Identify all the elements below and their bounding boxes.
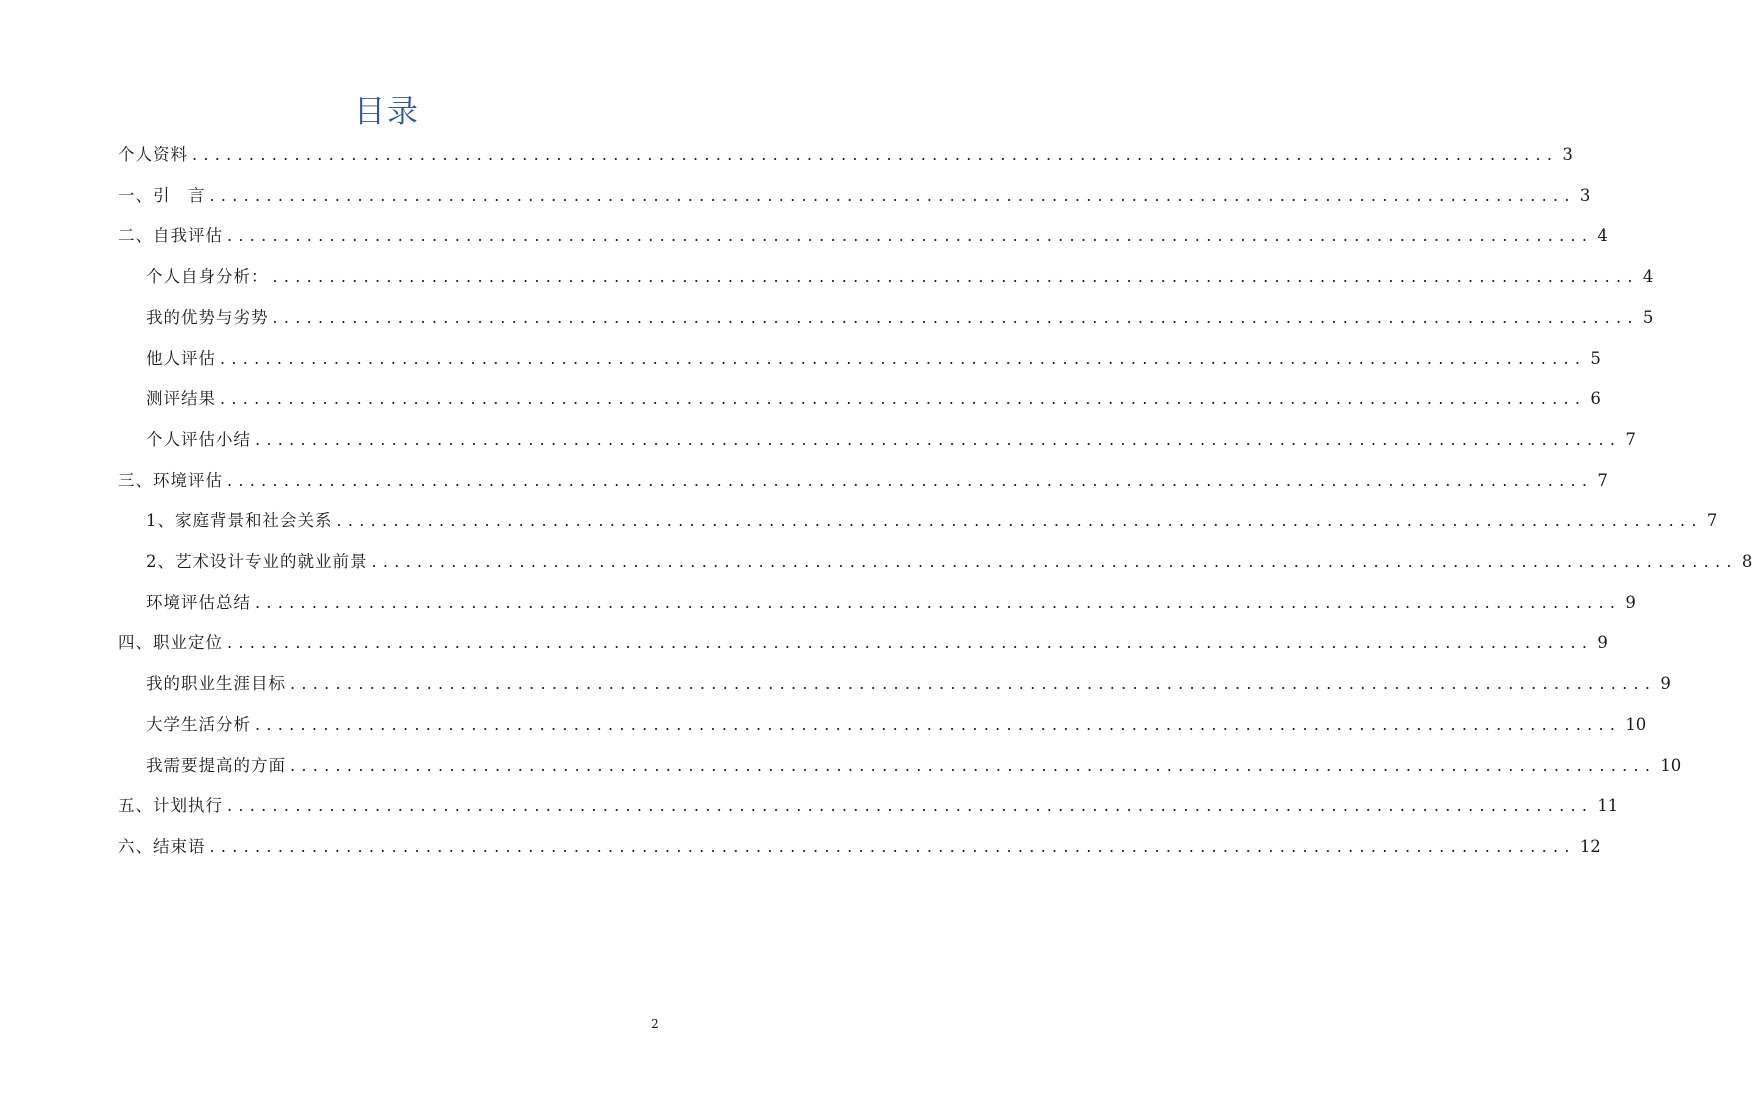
toc-entry-section[interactable]	[146, 425, 1636, 455]
toc-entry-label: 我的职业生涯目标	[146, 674, 286, 694]
toc-dot-leader: ........................................................................................................................	[227, 633, 1594, 653]
toc-dot-leader: ........................................................................................................................	[371, 552, 1738, 571]
toc-entry-page: 12	[1579, 836, 1601, 856]
toc-entry-page: 6	[1590, 389, 1601, 409]
toc-entry-page: 9	[1597, 633, 1608, 653]
toc-entry-page: 11	[1597, 796, 1619, 816]
toc-title: 目录	[354, 94, 420, 130]
toc-dot-leader: ........................................................................................................................	[272, 267, 1639, 287]
toc-dot-leader: ........................................................................................................................	[227, 470, 1594, 490]
toc-dot-leader: ........................................................................................................................	[220, 389, 1587, 409]
toc-entry-section[interactable]	[146, 669, 1671, 699]
toc-entry-page: 9	[1625, 592, 1636, 612]
toc-entry-page: 9	[1660, 674, 1671, 694]
toc-dot-leader: ........................................................................................................................	[290, 755, 1657, 775]
toc-entry-page: 7	[1706, 511, 1718, 531]
toc-dot-leader: ........................................................................................................................	[255, 429, 1622, 449]
toc-entry-label: 环境评估总结	[146, 592, 251, 612]
toc-entry-section[interactable]	[146, 384, 1601, 414]
toc-dot-leader: ........................................................................................................................	[227, 226, 1594, 246]
toc-entry-label: 个人资料	[118, 145, 188, 164]
toc-dot-leader: ........................................................................................................................	[209, 836, 1576, 856]
toc-entry-label: 个人评估小结	[146, 429, 251, 449]
toc-entry-page: 10	[1660, 755, 1682, 775]
toc-entry-label: 个人自身分析：	[146, 267, 269, 287]
toc-entry-page: 3	[1562, 145, 1573, 164]
page-number: 2	[651, 1017, 659, 1031]
toc-entry-label: 大学生活分析	[146, 714, 251, 734]
toc-entry-label: 他人评估	[146, 348, 216, 368]
toc-dot-leader: ........................................................................................................................	[209, 185, 1576, 205]
toc-entry-section[interactable]	[146, 506, 1718, 536]
toc-entry-page: 10	[1625, 714, 1647, 734]
toc-entry-section[interactable]	[146, 344, 1601, 374]
toc-entry-chapter[interactable]	[118, 628, 1608, 658]
toc-entry-label: 四、职业定位	[118, 633, 223, 653]
toc-entry-page: 4	[1597, 226, 1608, 246]
toc-dot-leader: ........................................................................................................................	[220, 348, 1587, 368]
toc-entry-page: 3	[1579, 185, 1591, 205]
toc-entry-page: 7	[1597, 470, 1608, 490]
toc-entry-section[interactable]	[146, 710, 1647, 740]
toc-entry-section[interactable]	[146, 303, 1654, 333]
toc-entry-label: 我的优势与劣势	[146, 307, 269, 327]
toc-entry-label: 测评结果	[146, 389, 216, 409]
toc-entry-label: 2、艺术设计专业的就业前景	[146, 552, 368, 571]
toc-entry-label: 一、引 言	[118, 185, 206, 205]
toc-entry-chapter[interactable]	[118, 140, 1573, 170]
toc-entry-chapter[interactable]	[118, 181, 1591, 211]
toc-entry-label: 三、环境评估	[118, 470, 223, 490]
toc-entry-chapter[interactable]	[118, 466, 1608, 496]
toc-entry-chapter[interactable]	[118, 832, 1601, 862]
toc-entry-page: 8	[1741, 552, 1752, 571]
toc-entry-label: 六、结束语	[118, 836, 206, 856]
toc-entry-section[interactable]	[146, 547, 1752, 577]
toc-dot-leader: ........................................................................................................................	[255, 592, 1622, 612]
toc-entry-label: 1、家庭背景和社会关系	[146, 511, 333, 531]
toc-dot-leader: ........................................................................................................................	[255, 714, 1622, 734]
toc-entry-page: 4	[1642, 267, 1654, 287]
toc-dot-leader: ........................................................................................................................	[290, 674, 1657, 694]
toc-entry-page: 5	[1642, 307, 1654, 327]
toc-dot-leader: ........................................................................................................................	[227, 796, 1594, 816]
toc-dot-leader: ........................................................................................................................	[336, 511, 1703, 531]
toc-entry-chapter[interactable]	[118, 791, 1619, 821]
toc-entry-chapter[interactable]	[118, 221, 1608, 251]
toc-entry-section[interactable]	[146, 751, 1682, 781]
toc-dot-leader: ........................................................................................................................	[272, 307, 1639, 327]
toc-entry-page: 5	[1590, 348, 1601, 368]
toc-entry-section[interactable]	[146, 262, 1654, 292]
toc-dot-leader: ........................................................................................................................	[192, 145, 1559, 164]
toc-entry-label: 五、计划执行	[118, 796, 223, 816]
toc-entry-section[interactable]	[146, 588, 1636, 618]
toc-entry-label: 我需要提高的方面	[146, 755, 286, 775]
toc-entry-page: 7	[1625, 429, 1636, 449]
toc-entry-label: 二、自我评估	[118, 226, 223, 246]
